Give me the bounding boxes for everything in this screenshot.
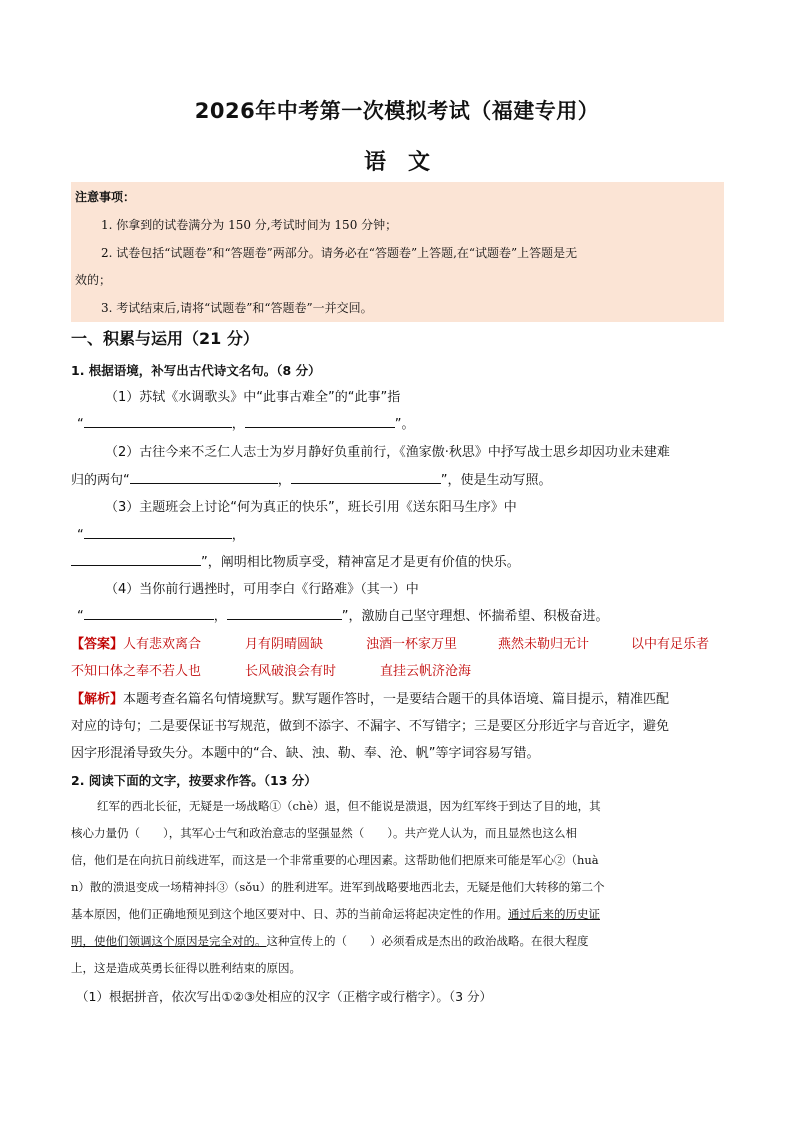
answer-blank[interactable] — [245, 413, 395, 428]
q1-part2-prompt: （2）古往今来不乏仁人志士为岁月静好负重前行，《渔家傲·秋思》中抒写战士思乡却因功业未建难 — [105, 445, 670, 460]
answer-item: 燕然未勒归无计 — [498, 637, 590, 652]
analysis-line: 因字形混淆导致失分。本题中的“合、缺、浊、勒、奉、沧、帆”等字词容易写错。 — [71, 746, 540, 761]
answer-item: 直挂云帆济沧海 — [380, 664, 472, 679]
notice-item: 效的； — [75, 273, 112, 287]
section-heading: 一、积累与运用（21 分） — [71, 329, 259, 348]
answer-label: 【答案】 — [71, 637, 124, 652]
answer-item: 以中有足乐者 — [631, 637, 710, 652]
answer-item: 浊酒一杯家万里 — [366, 637, 458, 652]
passage-line: 核心力量仍（ ），其军心士气和政治意志的坚强显然（ ）。共产党人认为，而且显然也这么相 — [71, 826, 577, 840]
notice-item: 3. 考试结束后,请将“试题卷”和“答题卷”一并交回。 — [101, 301, 373, 315]
passage-line: 红军的西北长征，无疑是一场战略①（chè）退，但不能说是溃退，因为红军终于到达了目的地，其 — [97, 799, 601, 813]
q1-part3-blank-b: ”，阐明相比物质享受，精神富足才是更有价值的快乐。 — [71, 551, 520, 570]
question-2-heading: 2. 阅读下面的文字，按要求作答。（13 分） — [71, 773, 317, 788]
answer-item: 月有阴晴圆缺 — [245, 637, 324, 652]
q1-part1-blanks: “ ， ”。 — [77, 413, 415, 432]
exam-title: 2026年中考第一次模拟考试（福建专用） — [194, 99, 600, 123]
notice-item: 1. 你拿到的试卷满分为 150 分,考试时间为 150 分钟； — [101, 218, 398, 232]
q1-part2-blanks: 归的两句“ ， ”，使是生动写照。 — [71, 469, 552, 488]
underlined-sentence: 明，使他们领调这个原因是完全对的。 — [71, 934, 267, 948]
q1-part1-prompt: （1）苏轼《水调歌头》中“此事古难全”的“此事”指 — [105, 390, 401, 405]
passage-line: 上，这是造成英勇长征得以胜利结束的原因。 — [71, 961, 301, 975]
passage-line: n）散的溃退变成一场精神抖③（sǒu）的胜利进军。进军到战略要地西北去，无疑是他们大转移的第二个 — [71, 880, 605, 894]
notice-item: 2. 试卷包括“试题卷”和“答题卷”两部分。请务必在“答题卷”上答题,在“试题卷”上答题是无 — [101, 246, 578, 260]
answer-blank[interactable] — [84, 524, 232, 539]
q1-part3-blank-a: “ ， — [77, 524, 245, 543]
q1-part3-prompt: （3）主题班会上讨论“何为真正的快乐”，班长引用《送东阳马生序》中 — [105, 500, 517, 515]
answer-blank[interactable] — [71, 551, 201, 566]
analysis-row: 【解析】本题考查名篇名句情境默写。默写题作答时，一是要结合题干的具体语境、篇目提示，精准匹配 — [71, 692, 670, 707]
underlined-sentence: 通过后来的历史证 — [508, 907, 600, 921]
q2-sub1-prompt: （1）根据拼音，依次写出①②③处相应的汉字（正楷字或行楷字）。（3 分） — [76, 989, 492, 1004]
subject-title: 语文 — [363, 150, 452, 175]
answer-blank[interactable] — [84, 605, 214, 620]
analysis-label: 【解析】 — [71, 692, 124, 707]
passage-line: 信，他们是在向抗日前线进军，而这是一个非常重要的心理因素。这帮助他们把原来可能是军心②（huà — [71, 853, 599, 867]
q1-part4-blanks: “ ， ”，激励自己坚守理想、怀揣希望、积极奋进。 — [77, 605, 609, 624]
answer-blank[interactable] — [130, 469, 278, 484]
answer-blank[interactable] — [227, 605, 342, 620]
answer-blank[interactable] — [84, 413, 232, 428]
answer-row — [71, 633, 201, 652]
notice-title: 注意事项： — [75, 190, 136, 204]
notice-box — [71, 182, 724, 322]
answer-blank[interactable] — [291, 469, 441, 484]
answer-item: 人有悲欢离合 — [123, 637, 202, 652]
q1-part4-prompt: （4）当你前行遇挫时，可用李白《行路难》（其一）中 — [105, 582, 419, 597]
passage-line: 明，使他们领调这个原因是完全对的。这种宣传上的（ ）必须看成是杰出的政治战略。在很大程度 — [71, 934, 589, 948]
answer-item: 不知口体之奉不若人也 — [71, 664, 202, 679]
passage-line: 基本原因，他们正确地预见到这个地区要对中、日、苏的当前命运将起决定性的作用。通过后来的历史证 — [71, 907, 600, 921]
answer-item: 长风破浪会有时 — [245, 664, 337, 679]
question-1-heading: 1. 根据语境，补写出古代诗文名句。（8 分） — [71, 363, 321, 378]
analysis-line: 对应的诗句；二是要保证书写规范，做到不添字、不漏字、不写错字；三是要区分形近字与音近字，避免 — [71, 719, 670, 734]
